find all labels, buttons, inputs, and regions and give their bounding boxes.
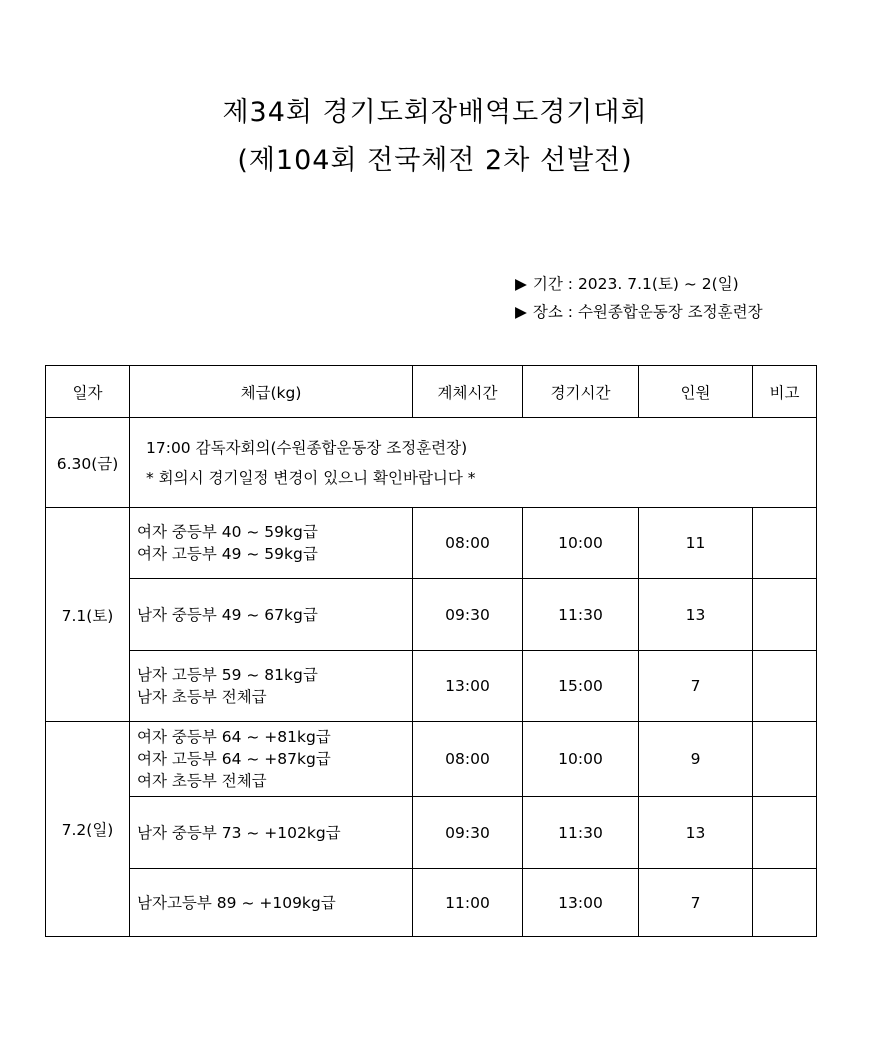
remarks-cell [753,508,817,579]
period-info [515,272,739,294]
date-cell: 7.2(일) [46,722,130,937]
table-row [46,797,817,869]
header-weight-class: 체급(kg) [130,366,413,418]
document-subtitle: (제104회 전국체전 2차 선발전) [237,145,633,176]
weigh-in-cell: 13:00 [413,651,523,722]
participants-cell: 7 [639,651,753,722]
arrow-right-icon: ▶ [515,275,527,293]
remarks-cell [753,869,817,937]
venue-label: 장소 : 수원종합운동장 조정훈련장 [532,303,763,321]
arrow-right-icon: ▶ [515,303,527,321]
header-competition-time: 경기시간 [523,366,639,418]
date-cell: 7.1(토) [46,508,130,722]
participants-cell: 13 [639,797,753,869]
table-header-row [46,366,817,418]
table-row [46,579,817,651]
weight-class-cell: 남자 중등부 49 ~ 67kg급 [130,579,413,651]
weigh-in-cell: 11:00 [413,869,523,937]
table-row [46,418,817,508]
header-remarks: 비고 [753,366,817,418]
weight-class-cell: 남자고등부 89 ~ +109kg급 [130,869,413,937]
start-time-cell: 15:00 [523,651,639,722]
weigh-in-cell: 09:30 [413,579,523,651]
start-time-cell: 11:30 [523,579,639,651]
date-cell: 6.30(금) [46,418,130,508]
start-time-cell: 10:00 [523,722,639,797]
header-date: 일자 [46,366,130,418]
table-row [46,651,817,722]
document-title: 제34회 경기도회장배역도경기대회 [222,97,648,128]
weight-class-cell: 여자 중등부 64 ~ +81kg급 여자 고등부 64 ~ +87kg급 여자 초등부 전체급 [130,722,413,797]
weigh-in-cell: 09:30 [413,797,523,869]
schedule-table [45,365,817,937]
remarks-cell [753,579,817,651]
notice-line: * 회의시 경기일정 변경이 있으니 확인바랍니다 * [146,468,476,487]
table-row [46,722,817,797]
participants-cell: 13 [639,579,753,651]
start-time-cell: 11:30 [523,797,639,869]
participants-cell: 11 [639,508,753,579]
table-row [46,508,817,579]
weigh-in-cell: 08:00 [413,508,523,579]
start-time-cell: 10:00 [523,508,639,579]
header-participants: 인원 [639,366,753,418]
venue-info [515,300,763,322]
participants-cell: 7 [639,869,753,937]
weigh-in-cell: 08:00 [413,722,523,797]
table-row [46,869,817,937]
start-time-cell: 13:00 [523,869,639,937]
remarks-cell [753,797,817,869]
header-weigh-in-time: 계체시간 [413,366,523,418]
period-label: 기간 : 2023. 7.1(토) ~ 2(일) [532,275,739,293]
remarks-cell [753,651,817,722]
weight-class-cell: 남자 중등부 73 ~ +102kg급 [130,797,413,869]
remarks-cell [753,722,817,797]
notice-line: 17:00 감독자회의(수원종합운동장 조정훈련장) [146,438,468,457]
participants-cell: 9 [639,722,753,797]
weight-class-cell: 남자 고등부 59 ~ 81kg급 남자 초등부 전체급 [130,651,413,722]
notice-cell [130,418,817,508]
weight-class-cell: 여자 중등부 40 ~ 59kg급 여자 고등부 49 ~ 59kg급 [130,508,413,579]
